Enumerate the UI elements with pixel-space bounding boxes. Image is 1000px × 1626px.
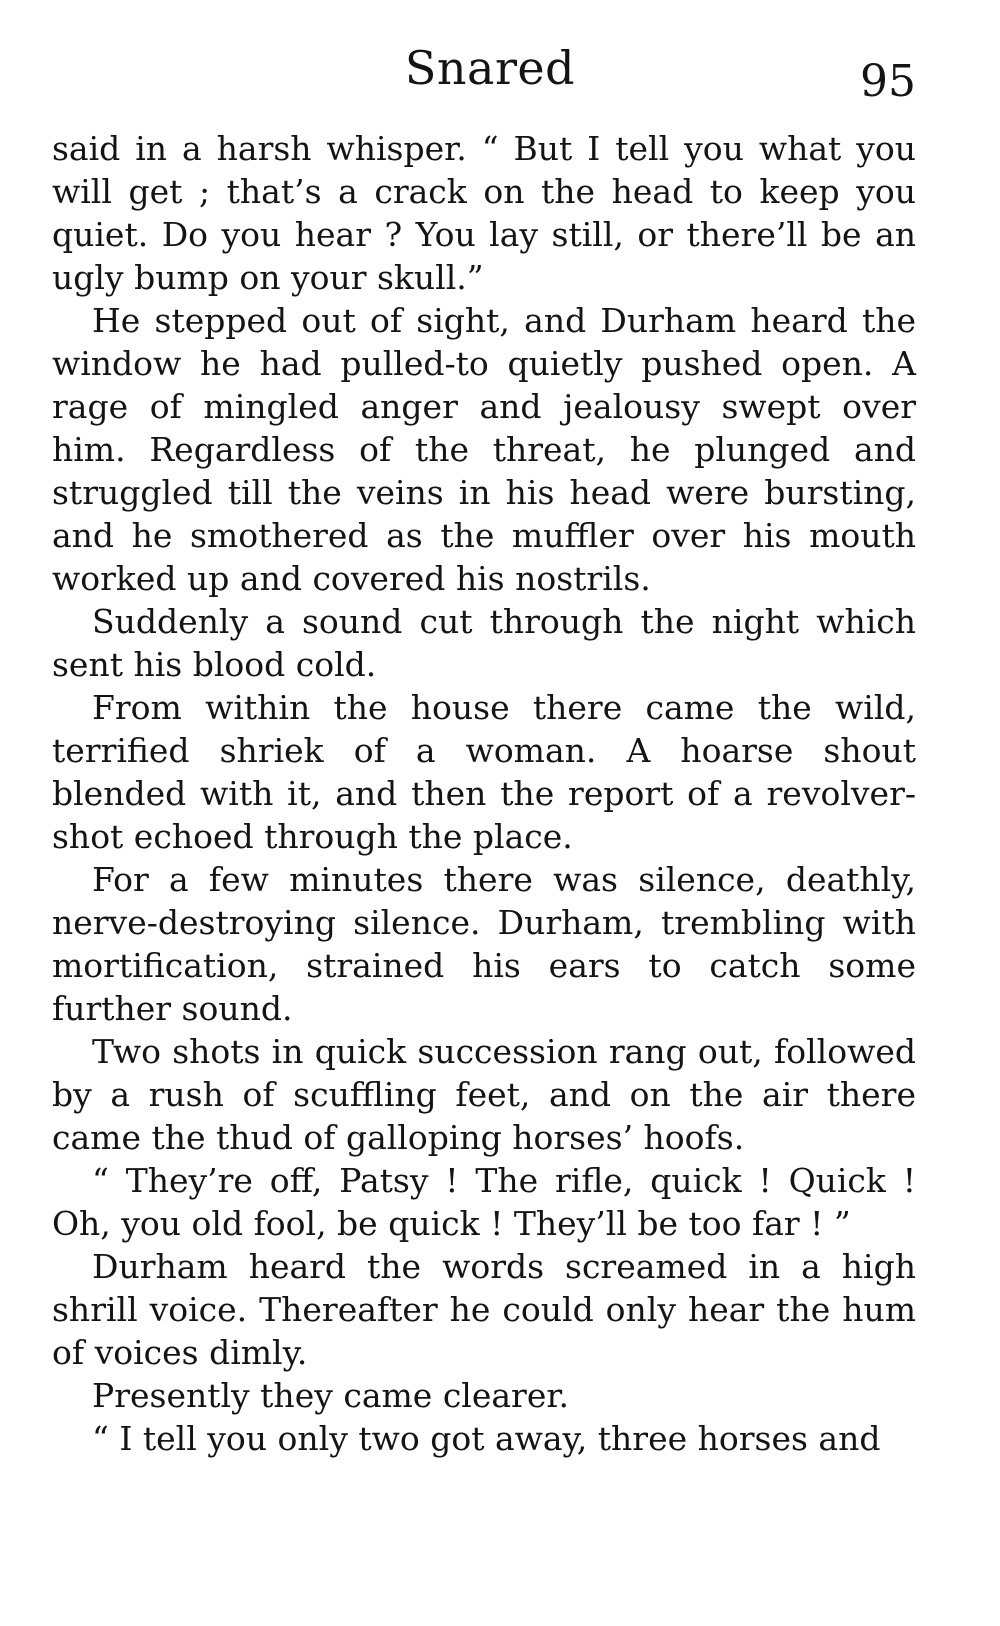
paragraph: said in a harsh whisper. “ But I tell you what you will get ; that’s a crack on the head to keep you quiet. Do you hear ? You lay still, or there’ll be an ugly bump on your skull.” (52, 129, 916, 297)
paragraph: From within the house there came the wild, terrified shriek of a woman. A hoarse shout blended with it, and then the report of a revolver-shot echoed through the place. (52, 688, 916, 856)
paragraph: Two shots in quick succession rang out, followed by a rush of scuffling feet, and on the air there came the thud of galloping horses’ hoofs. (52, 1032, 916, 1157)
paragraph: For a few minutes there was silence, deathly, nerve-destroying silence. Durham, trembling with mortification, strained his ears to catch some further sound. (52, 860, 916, 1028)
paragraph: Durham heard the words screamed in a high shrill voice. Thereafter he could only hear the hum of voices dimly. (52, 1247, 916, 1372)
paragraph: “ They’re off, Patsy ! The rifle, quick ! Quick ! Oh, you old fool, be quick ! They’ll be too far ! ” (52, 1161, 916, 1243)
body-text (52, 127, 916, 1460)
paragraph: Suddenly a sound cut through the night which sent his blood cold. (52, 602, 916, 684)
paragraph: Presently they came clearer. (92, 1376, 570, 1415)
paragraph: “ I tell you only two got away, three horses and (92, 1419, 881, 1458)
paragraph: He stepped out of sight, and Durham heard the window he had pulled-to quietly pushed open. A rage of mingled anger and jealousy swept over him. Regardless of the threat, he plunged and struggled till the veins in his head were bursting, and he smothered as the muffler over his mouth worked up and covered his nostrils. (52, 301, 916, 598)
running-title: Snared (404, 41, 576, 95)
page-number: 95 (860, 56, 916, 107)
